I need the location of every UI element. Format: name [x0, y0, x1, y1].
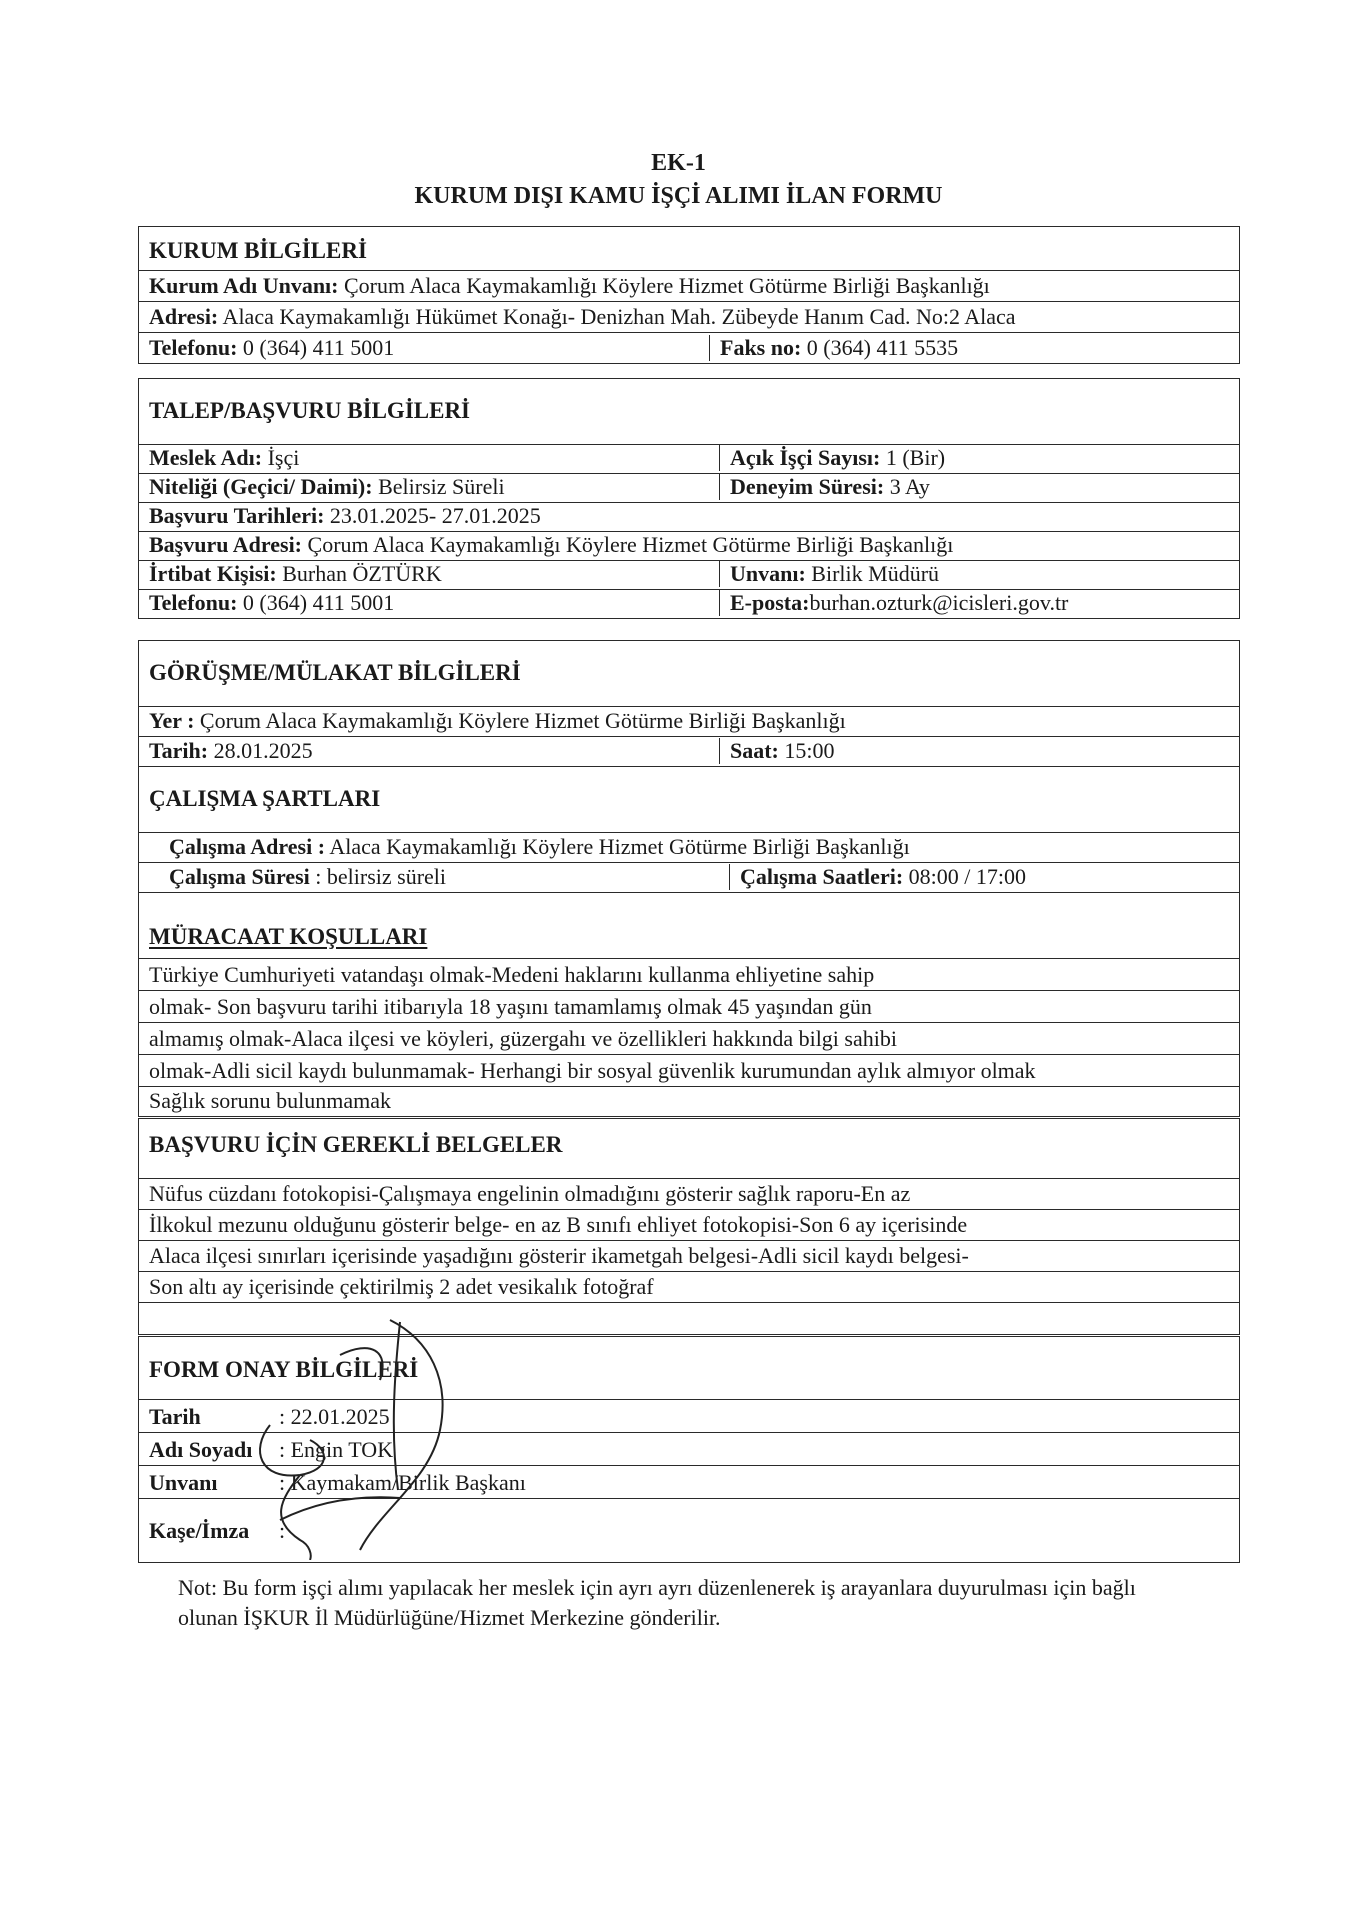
belgeler-section-header	[139, 1118, 1239, 1178]
condition-text: almamış olmak-Alaca ilçesi ve köyleri, güzergahı ve özellikleri hakkında bilgi sahibi	[149, 1026, 897, 1051]
field-value: 0 (364) 411 5001	[237, 335, 395, 360]
field-value: Alaca Kaymakamlığı Köylere Hizmet Götürme Birliği Başkanlığı	[325, 834, 910, 859]
document-text: Nüfus cüzdanı fotokopisi-Çalışmaya engelinin olmadığını gösterir sağlık raporu-En az	[149, 1181, 911, 1206]
mulakat-tarih-row	[139, 736, 1239, 766]
muracaat-section-header	[139, 892, 1239, 958]
footer-note: Not: Bu form işçi alımı yapılacak her meslek için ayrı ayrı düzenlenerek iş arayanlara duyurulması için bağlı olunan İŞKUR İl Müdürlüğüne/Hizmet Merkezine gönderilir.	[178, 1575, 1136, 1630]
field-value: : Kaymakam/Birlik Başkanı	[279, 1470, 526, 1495]
field-label: Niteliği (Geçici/ Daimi):	[149, 474, 373, 499]
field-value: 23.01.2025- 27.01.2025	[324, 503, 541, 528]
field-value: 0 (364) 411 5001	[237, 590, 395, 615]
section-title: KURUM BİLGİLERİ	[149, 238, 367, 263]
field-label: Saat:	[730, 738, 779, 763]
document-line	[139, 1178, 1239, 1209]
field-label: Adresi:	[149, 304, 219, 329]
basvuru-tarih-row	[139, 502, 1239, 531]
condition-line	[139, 958, 1239, 990]
basvuru-adres-row	[139, 531, 1239, 560]
onay-section-header	[139, 1336, 1239, 1399]
kurum-telefon-row	[139, 332, 1239, 363]
onay-kase-row	[139, 1498, 1239, 1562]
field-value: : 22.01.2025	[279, 1404, 390, 1429]
field-value: 08:00 / 17:00	[903, 864, 1026, 889]
meslek-row	[139, 444, 1239, 473]
field-value: Çorum Alaca Kaymakamlığı Köylere Hizmet Götürme Birliği Başkanlığı	[194, 708, 846, 733]
field-value: Alaca Kaymakamlığı Hükümet Konağı- Denizhan Mah. Zübeyde Hanım Cad. No:2 Alaca	[218, 304, 1016, 329]
mulakat-section-header	[139, 640, 1239, 706]
field-label: Unvanı:	[730, 561, 806, 586]
condition-text: olmak- Son başvuru tarihi itibarıyla 18 yaşını tamamlamış olmak 45 yaşından gün	[149, 994, 872, 1019]
email-value: burhan.ozturk@icisleri.gov.tr	[809, 590, 1069, 615]
document-line	[139, 1240, 1239, 1271]
field-label: Başvuru Tarihleri:	[149, 503, 325, 528]
condition-line	[139, 1086, 1239, 1116]
gerekli-belgeler-block	[138, 1118, 1240, 1335]
calisma-sure-row	[139, 862, 1239, 892]
field-value: İşçi	[262, 445, 300, 470]
section-title: TALEP/BAŞVURU BİLGİLERİ	[149, 398, 471, 423]
field-value: 3 Ay	[884, 474, 930, 499]
field-label: Telefonu:	[149, 590, 238, 615]
field-label: Başvuru Adresi:	[149, 532, 303, 557]
niteligi-row	[139, 473, 1239, 502]
field-label: Adı Soyadı	[149, 1437, 253, 1462]
field-label: Tarih	[149, 1404, 201, 1429]
field-label: Açık İşçi Sayısı:	[730, 445, 881, 470]
condition-text: Sağlık sorunu bulunmamak	[149, 1088, 391, 1113]
document-text: İlkokul mezunu olduğunu gösterir belge- en az B sınıfı ehliyet fotokopisi-Son 6 ay içerisinde	[149, 1212, 968, 1237]
field-label: Faks no:	[720, 335, 802, 360]
talep-section-header	[139, 378, 1239, 444]
onay-ad-row	[139, 1432, 1239, 1465]
field-value: Belirsiz Süreli	[372, 474, 505, 499]
field-label: Kaşe/İmza	[149, 1517, 250, 1543]
irtibat-row	[139, 560, 1239, 589]
condition-line	[139, 990, 1239, 1022]
condition-text: olmak-Adli sicil kaydı bulunmamak- Herhangi bir sosyal güvenlik kurumundan aylık almıyor olmak	[149, 1058, 1036, 1083]
field-label: E-posta:	[730, 590, 810, 615]
kurum-section-header	[139, 226, 1239, 270]
condition-line	[139, 1054, 1239, 1086]
kurum-adi-row	[139, 270, 1239, 301]
field-value: 28.01.2025	[208, 738, 313, 763]
field-value: Burhan ÖZTÜRK	[276, 561, 442, 586]
field-label: Çalışma Adresi :	[169, 834, 326, 859]
field-label: Meslek Adı:	[149, 445, 263, 470]
onay-tarih-row	[139, 1399, 1239, 1432]
field-value: Çorum Alaca Kaymakamlığı Köylere Hizmet Götürme Birliği Başkanlığı	[302, 532, 954, 557]
section-title: BAŞVURU İÇİN GEREKLİ BELGELER	[149, 1132, 563, 1157]
blank-line	[139, 1302, 1239, 1334]
field-value: : belirsiz süreli	[309, 864, 447, 889]
mulakat-bilgileri-block	[138, 640, 1240, 767]
condition-line	[139, 1022, 1239, 1054]
field-label: Telefonu:	[149, 335, 238, 360]
kurum-bilgileri-block	[138, 226, 1240, 364]
field-value: 0 (364) 411 5535	[801, 335, 959, 360]
field-value: Çorum Alaca Kaymakamlığı Köylere Hizmet Götürme Birliği Başkanlığı	[338, 273, 990, 298]
field-value: 15:00	[778, 738, 835, 763]
field-label: Kurum Adı Unvanı:	[149, 273, 339, 298]
condition-text: Türkiye Cumhuriyeti vatandaşı olmak-Medeni haklarını kullanma ehliyetine sahip	[149, 962, 875, 987]
yer-row	[139, 706, 1239, 736]
calisma-adres-row	[139, 832, 1239, 862]
document-text: Alaca ilçesi sınırları içerisinde yaşadığını gösterir ikametgah belgesi-Adli sicil kaydı belgesi-	[149, 1243, 969, 1268]
field-value: Birlik Müdürü	[805, 561, 940, 586]
form-code: EK-1	[651, 150, 706, 176]
field-label: Deneyim Süresi:	[730, 474, 885, 499]
field-label: Çalışma Saatleri:	[740, 864, 904, 889]
form-onay-block	[138, 1336, 1240, 1563]
field-label: Tarih:	[149, 738, 209, 763]
field-label: Unvanı	[149, 1470, 218, 1495]
talep-telefon-row	[139, 589, 1239, 618]
field-label: Çalışma Süresi	[169, 864, 310, 889]
talep-bilgileri-block	[138, 378, 1240, 619]
muracaat-kosullari-block	[138, 892, 1240, 1117]
document-line	[139, 1271, 1239, 1302]
form-title: KURUM DIŞI KAMU İŞÇİ ALIMI İLAN FORMU	[414, 183, 943, 209]
calisma-sartlari-block	[138, 766, 1240, 893]
onay-unvan-row	[139, 1465, 1239, 1498]
section-title: FORM ONAY BİLGİLERİ	[149, 1357, 419, 1382]
section-title: ÇALIŞMA ŞARTLARI	[149, 786, 381, 811]
document-text: Son altı ay içerisinde çektirilmiş 2 adet vesikalık fotoğraf	[149, 1274, 654, 1299]
field-label: Yer :	[149, 708, 195, 733]
field-label: İrtibat Kişisi:	[149, 561, 277, 586]
field-value: : Engin TOK	[279, 1437, 394, 1462]
calisma-section-header	[139, 766, 1239, 832]
field-value: 1 (Bir)	[880, 445, 946, 470]
kurum-adres-row	[139, 301, 1239, 332]
section-title: MÜRACAAT KOŞULLARI	[149, 924, 428, 949]
section-title: GÖRÜŞME/MÜLAKAT BİLGİLERİ	[149, 660, 521, 685]
document-line	[139, 1209, 1239, 1240]
field-value: :	[279, 1517, 286, 1543]
